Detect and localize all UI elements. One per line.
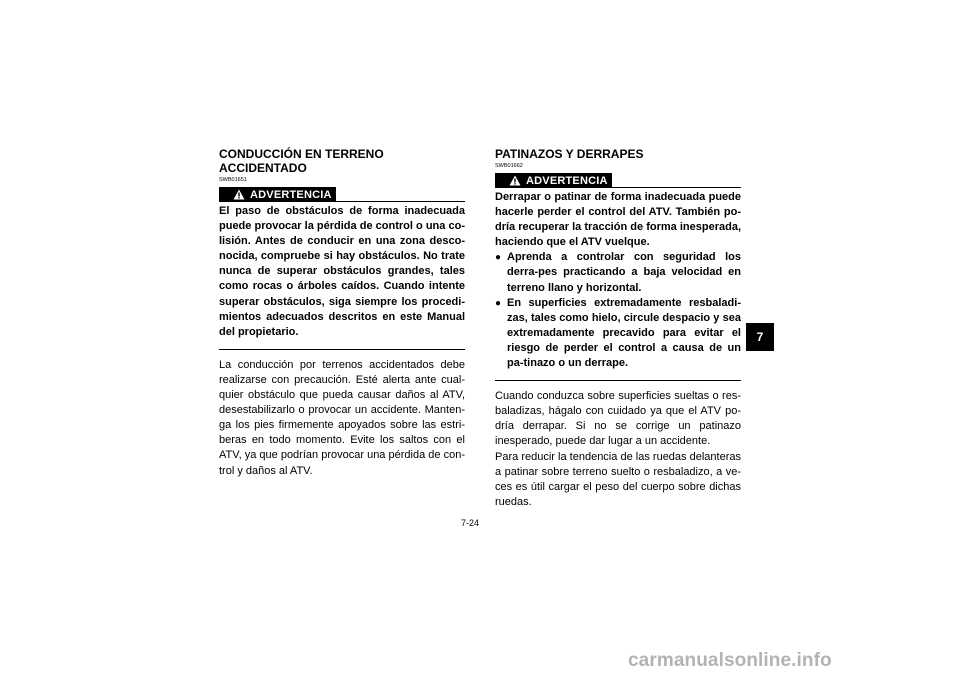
section-code: SWB01651 [219,177,247,183]
page-number: 7-24 [461,518,480,528]
section-title: PATINAZOS Y DERRAPES [495,147,644,161]
warning-text: El paso de obstáculos de forma inadecuada puede provocar la pérdida de control o una co-lisión. Antes de conducir en una zona desco-nocida, compruebe si hay obstáculos. No trate nunca de superar obstáculos grandes, tales como rocas o árboles caídos. Cuando intente superar obstáculos, siga siempre los procedi-mientos adecuados descritos en este Manual del propietario. [219,205,465,338]
warning-label: ADVERTENCIA [526,174,608,187]
list-item [495,250,741,295]
left-column [219,147,465,479]
chapter-tab: 7 [746,323,774,351]
warning-bullet-list [495,250,741,371]
warning-triangle-icon [509,175,521,186]
section-code: SWB01662 [495,163,523,169]
body-paragraph: Para reducir la tendencia de las ruedas delanteras a patinar sobre terreno suelto o resbaladizo, a ve-ces es útil cargar el peso del cuerpo sobre dichas ruedas. [495,450,741,508]
warning-badge [495,173,612,188]
section-title: CONDUCCIÓN EN TERRENO ACCIDENTADO [219,147,384,175]
warning-header [495,173,741,188]
warning-text: Derrapar o patinar de forma inadecuada puede hacerle perder el control del ATV. También po-dría recuperar la tracción de forma inesperada, haciendo que el ATV vuelque. [495,191,741,249]
warning-rule [612,173,741,188]
body-paragraph: Cuando conduzca sobre superficies sueltas o res-baladizas, hágalo con cuidado ya que el ATV po-dría derrapar. Si no se corrige un patinazo inesperado, puede dar lugar a un accidente. [495,390,741,448]
warning-badge [219,187,336,202]
bullet-icon: ● [495,297,502,309]
warning-rule [336,187,465,202]
bullet-text: Aprenda a controlar con seguridad los derra-pes practicando a baja velocidad en terreno llano y horizontal. [507,251,741,294]
warning-triangle-icon [233,189,245,200]
warning-end-rule [219,349,465,350]
right-column [495,147,741,510]
body-paragraph: La conducción por terrenos accidentados debe realizarse con precaución. Esté alerta ante cual-quier obstáculo que pueda causar daños al ATV, desestabilizarlo o provocar un accidente. Manten-ga los pies firmemente apoyados sobre las estri-beras en todo momento. Evite los saltos con el ATV, ya que podrían provocar una pérdida de con-trol y daños al ATV. [219,358,465,477]
warning-header [219,187,465,202]
bullet-text: En superficies extremadamente resbaladi-zas, tales como hielo, circule despacio y sea extremadamente precavido para evitar el riesgo de perder el control a causa de un pa-tinazo o un derrape. [507,296,741,370]
list-item [495,296,741,371]
watermark: carmanualsonline.info [628,650,832,671]
bullet-icon: ● [495,252,502,264]
warning-end-rule [495,380,741,381]
warning-label: ADVERTENCIA [250,188,332,201]
